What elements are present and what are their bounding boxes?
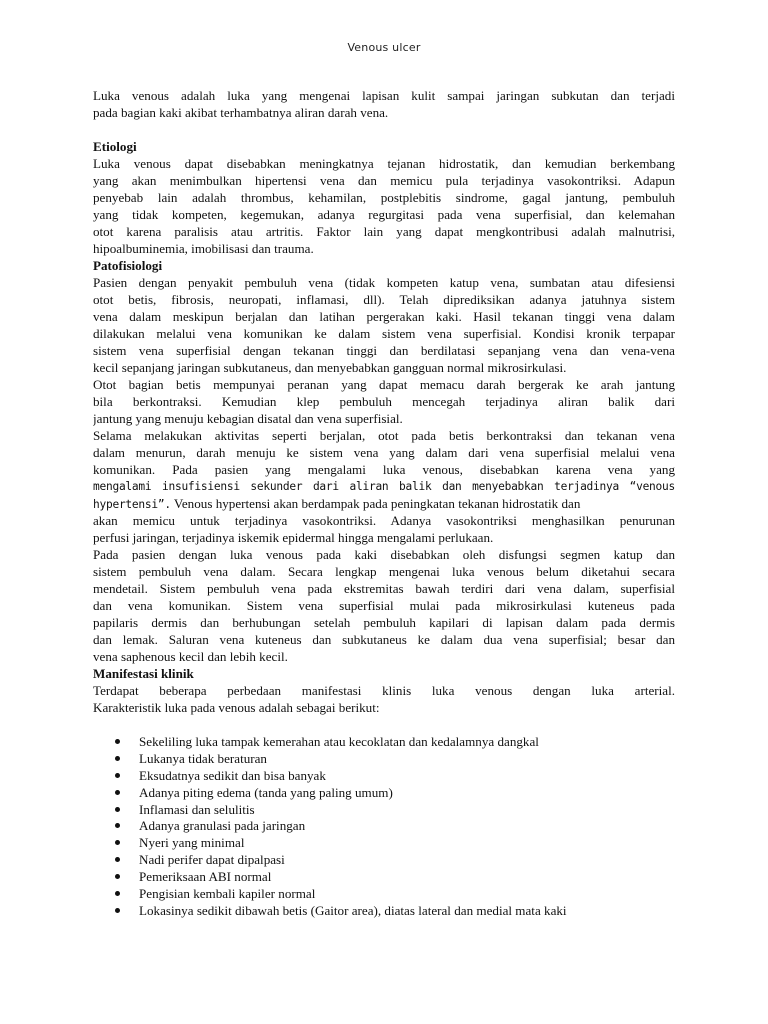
text-line: kecil sepanjang jaringan subkutaneus, dan menyebabkan gangguan normal mikrosirkulasi. [93,360,567,375]
list-item-text: Lukanya tidak beraturan [139,750,267,766]
list-item-text: Nyeri yang minimal [139,835,245,851]
list-item [93,733,675,750]
text-line: jantung yang menuju kebagian disatal dan vena superfisial. [93,411,403,426]
list-item-text: Pengisian kembali kapiler normal [139,886,316,902]
bullet-icon [115,891,120,896]
bullet-icon [115,908,120,913]
list-item [93,750,675,767]
text-line: otot karena paralisis atau artritis. Faktor lain yang dapat mengkontribusi adalah malnutrisi, [93,224,675,239]
text-line: perfusi jaringan, terjadinya iskemik epidermal hingga mengalami perlukaan. [93,530,494,545]
list-item [93,801,675,818]
bullet-icon [115,874,120,879]
text-line: Karakteristik luka pada venous adalah sebagai berikut: [93,700,380,715]
text-line: dalam menurun, darah menuju ke sistem vena yang dalam dari vena superfisial melalui vena [93,445,675,460]
text-line: yang akan menimbulkan hipertensi vena dan memicu pula terjadinya vasokontriksi. Adapun [93,173,675,188]
text-line: papilaris dermis dan berhubungan setelah pembuluh kapilari di lapisan dalam pada dermis [93,615,675,630]
text-line: dan lemak. Saluran vena kuteneus dan subkutaneus ke dalam dua vena superfisial; besar dan [93,632,675,647]
bullet-icon [115,739,120,744]
list-item-text: Nadi perifer dapat dipalpasi [139,852,285,868]
list-item [93,784,675,801]
spacer [93,121,675,138]
list-item-text: Lokasinya sedikit dibawah betis (Gaitor area), diatas lateral dan medial mata kaki [139,902,567,918]
list-item [93,868,675,885]
text-line-monospace: mengalami insufisiensi sekunder dari aliran balik dan menyebabkan terjadinya “venous [93,480,675,493]
text-line: mendetail. Sistem pembuluh vena pada ekstremitas bawah terdiri dari vena dalam, superfisial [93,581,675,596]
list-item [93,767,675,784]
bullet-icon [115,756,120,761]
text-line: otot betis, fibrosis, neuropati, inflamasi, dll). Telah diprediksikan adanya jatuhnya sistem [93,292,675,307]
list-item-text: Sekeliling luka tampak kemerahan atau kecoklatan dan kedalamnya dangkal [139,734,539,749]
bullet-icon [115,790,120,795]
text-line: Luka venous dapat disebabkan meningkatnya tejanan hidrostatik, dan kemudian berkembang [93,156,675,171]
bullet-icon [115,823,120,828]
text-line: komunikan. Pada pasien yang mengalami luka venous, disebabkan karena vena yang [93,462,675,477]
text-line: pada bagian kaki akibat terhambatnya aliran darah vena. [93,105,389,120]
text-line: Selama melakukan aktivitas seperti berjalan, otot pada betis berkontraksi dan tekanan vena [93,428,675,443]
list-item-text: Inflamasi dan selulitis [139,801,255,817]
bullet-icon [115,773,120,778]
intro-paragraph [93,87,675,121]
bullet-icon [115,857,120,862]
text-line: Pasien dengan penyakit pembuluh vena (tidak kompeten katup vena, sumbatan atau difesiensi [93,275,675,290]
list-item [93,834,675,851]
document-body [93,87,675,932]
monospace-fragment: hypertensi”. [93,498,171,511]
text-line: Terdapat beberapa perbedaan manifestasi klinis luka venous dengan luka arterial. [93,683,675,698]
section-heading: Patofisiologi [93,258,163,273]
section-etiologi [93,138,675,257]
list-item [93,902,675,919]
list-item-text: Adanya piting edema (tanda yang paling umum) [139,784,393,800]
list-item [93,851,675,868]
list-item-text: Pemeriksaan ABI normal [139,869,272,885]
text-line: Otot bagian betis mempunyai peranan yang dapat memacu darah bergerak ke arah jantung [93,377,675,392]
section-manifestasi [93,665,675,919]
text-line: dan vena komunikan. Sistem vena superfisial mulai pada mikrosirkulasi kuteneus pada [93,598,675,613]
list-item [93,885,675,902]
characteristics-list [93,733,675,919]
text-line: penyebab lain adalah thrombus, kehamilan, postplebitis sindrome, gagal jantung, pembuluh [93,190,675,205]
section-heading: Manifestasi klinik [93,666,194,681]
text-line: sistem pembuluh vena dalam. Secara lengkap mengenai luka venous belum diketahui secara [93,564,675,579]
text-line: Luka venous adalah luka yang mengenai lapisan kulit sampai jaringan subkutan dan terjadi [93,88,675,103]
list-item-text: Adanya granulasi pada jaringan [139,818,306,834]
text-line-mixed [93,495,675,512]
list-item-text: Eksudatnya sedikit dan bisa banyak [139,767,326,783]
text-fragment: Venous hypertensi akan berdampak pada peningkatan tekanan hidrostatik dan [170,496,581,511]
list-item [93,817,675,834]
text-line: hipoalbuminemia, imobilisasi dan trauma. [93,241,314,256]
text-line: vena saphenous kecil dan lebih kecil. [93,649,288,664]
text-line: sistem vena superfisial dengan tekanan tinggi dan berdilatasi sepanjang vena dan vena-vena [93,343,675,358]
text-line: akan memicu untuk terjadinya vasokontriksi. Adanya vasokontriksi menghasilkan penurunan [93,513,675,528]
text-line: Pada pasien dengan luka venous pada kaki disebabkan oleh disfungsi segmen katup dan [93,547,675,562]
bullet-icon [115,840,120,845]
text-line: vena dalam meskipun berjalan dan latihan pergerakan kaki. Hasil tekanan tinggi vena dalam [93,309,675,324]
section-patofisiologi [93,257,675,665]
bullet-icon [115,807,120,812]
text-line: dilakukan melalui vena komunikan ke dalam sistem vena superfisial. Kondisi kronik terpapar [93,326,675,341]
text-line: bila berkontraksi. Kemudian klep pembuluh mencegah terjadinya aliran balik dari [93,394,675,409]
text-line: yang tidak kompeten, kegemukan, adanya regurgitasi pada vena superfisial, dan kelemahan [93,207,675,222]
document-title: Venous ulcer [347,41,421,54]
section-heading: Etiologi [93,139,137,154]
